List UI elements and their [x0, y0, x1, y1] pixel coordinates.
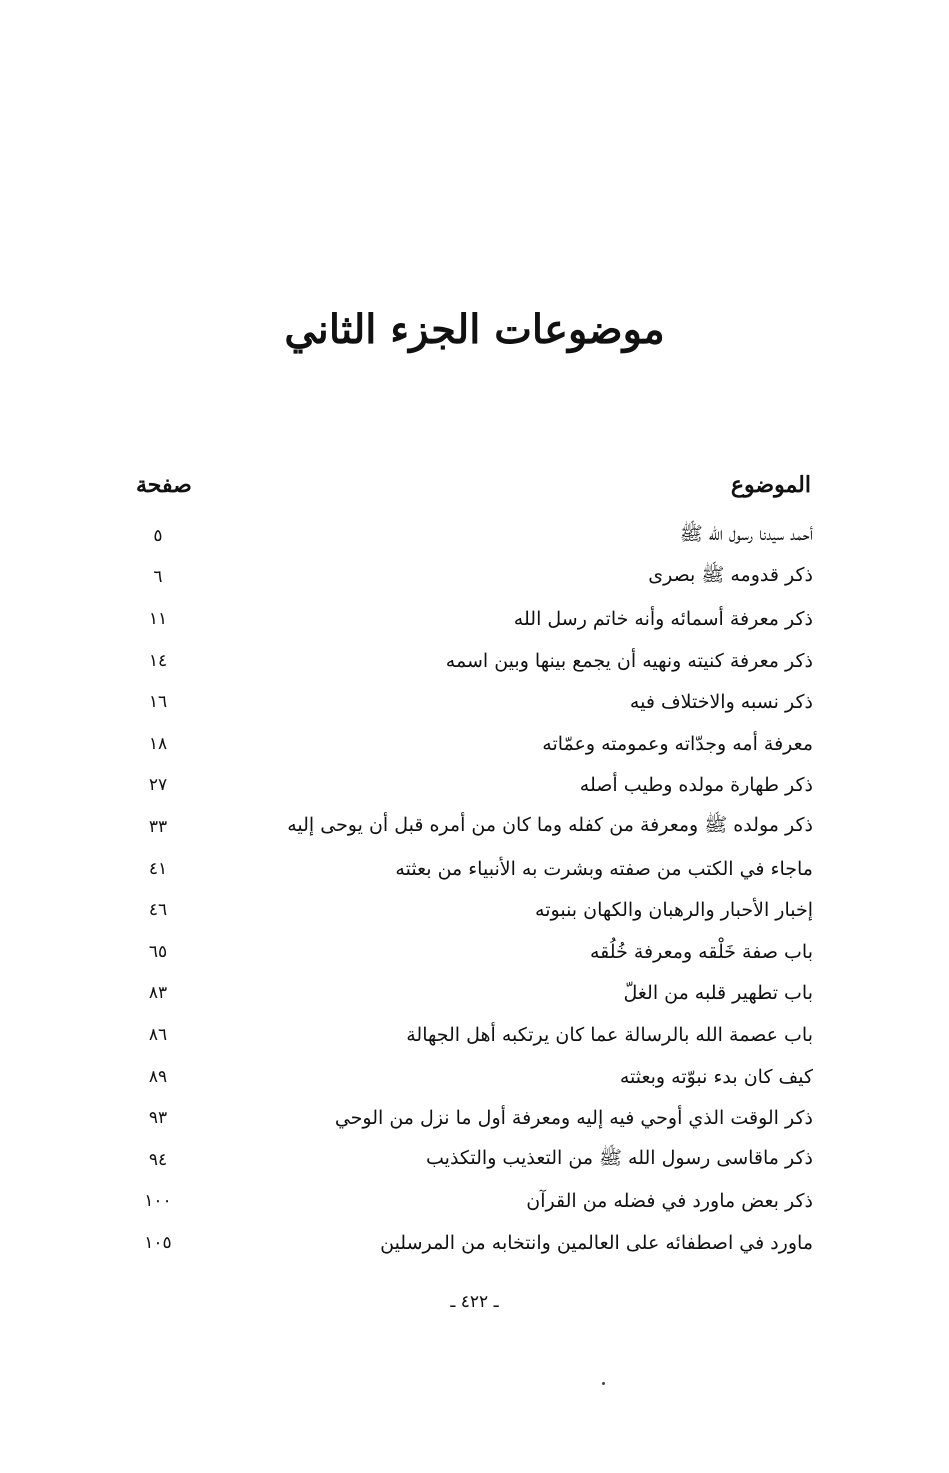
- entry-page: ١٦: [148, 692, 168, 713]
- entry-topic: ذكر مولده ﷺ ومعرفة من كفله وما كان من أمره قبل أن يوحى إليه: [287, 813, 813, 836]
- contents-list: [133, 515, 813, 1264]
- contents-row: [133, 1181, 813, 1223]
- contents-row: [133, 973, 813, 1015]
- entry-page: ٦: [153, 567, 163, 588]
- entry-page: ١٠٥: [144, 1232, 172, 1253]
- entry-page: ٨٣: [148, 983, 168, 1004]
- entry-page: ٦٥: [148, 941, 168, 962]
- entry-topic: إخبار الأحبار والرهبان والكهان بنبوته: [535, 899, 813, 922]
- entry-page: ١٠٠: [144, 1191, 172, 1212]
- contents-row: [133, 806, 813, 848]
- contents-row: [133, 1097, 813, 1139]
- contents-row: [133, 598, 813, 640]
- entry-page: ٤٦: [148, 900, 168, 921]
- contents-row: [133, 889, 813, 931]
- entry-topic: ذكر طهارة مولده وطيب أصله: [579, 774, 813, 797]
- entry-topic: ذكر قدومه ﷺ بصرى: [648, 564, 813, 587]
- entry-page: ١٨: [148, 733, 168, 754]
- entry-topic: ذكر معرفة أسمائه وأنه خاتم رسل الله: [513, 607, 813, 630]
- entry-topic: ذكر ماقاسى رسول الله ﷺ من التعذيب والتكذيب: [426, 1146, 813, 1169]
- entry-topic: باب تطهير قلبه من الغلّ: [623, 982, 813, 1005]
- entry-topic: ذكر معرفة كنيته ونهيه أن يجمع بينها وبين اسمه: [445, 649, 813, 672]
- contents-row: [133, 723, 813, 765]
- contents-row: [133, 1014, 813, 1056]
- entry-page: ٨٩: [148, 1066, 168, 1087]
- entry-topic: ذكر الوقت الذي أوحي فيه إليه ومعرفة أول ما نزل من الوحي: [334, 1107, 813, 1130]
- entry-page: ٢٧: [148, 775, 168, 796]
- entry-topic: باب صفة خَلْقه ومعرفة خُلُقه: [590, 940, 813, 963]
- contents-row: [133, 640, 813, 682]
- contents-row: [133, 931, 813, 973]
- entry-page: ٣٣: [148, 816, 168, 837]
- entry-topic: باب عصمة الله بالرسالة عما كان يرتكبه أهل الجهالة: [406, 1023, 813, 1046]
- contents-row: [133, 681, 813, 723]
- contents-row: [133, 848, 813, 890]
- entry-topic: ماجاء في الكتب من صفته وبشرت به الأنبياء من بعثته: [395, 857, 813, 880]
- contents-row: [133, 765, 813, 807]
- entry-page: ١١: [148, 608, 168, 629]
- topic-column-header: الموضوع: [730, 472, 811, 498]
- entry-page: ٩٤: [148, 1149, 168, 1170]
- entry-page: ٨٦: [148, 1024, 168, 1045]
- contents-row: [133, 557, 813, 599]
- contents-row: [133, 1139, 813, 1181]
- print-speck: [602, 1382, 605, 1385]
- entry-topic: معرفة أمه وجدّاته وعمومته وعمّاته: [542, 732, 813, 755]
- contents-row: [133, 1056, 813, 1098]
- entry-page: ٩٣: [148, 1108, 168, 1129]
- entry-topic: ماورد في اصطفائه على العالمين وانتخابه من المرسلين: [380, 1231, 813, 1254]
- entry-topic: كيف كان بدء نبوّته وبعثته: [619, 1065, 813, 1088]
- entry-topic: أحمد سيدنا رسول الله ﷺ: [679, 522, 813, 545]
- contents-row: [133, 1222, 813, 1264]
- contents-row: [133, 515, 813, 557]
- entry-topic: ذكر بعض ماورد في فضله من القرآن: [526, 1190, 813, 1213]
- page-column-header: صفحة: [136, 472, 192, 498]
- page-number: ـ ٤٢٢ ـ: [450, 1292, 499, 1312]
- entry-topic: ذكر نسبه والاختلاف فيه: [629, 691, 813, 714]
- page-title: موضوعات الجزء الثاني: [284, 306, 665, 353]
- entry-page: ٥: [153, 525, 163, 546]
- entry-page: ١٤: [148, 650, 168, 671]
- entry-page: ٤١: [148, 858, 168, 879]
